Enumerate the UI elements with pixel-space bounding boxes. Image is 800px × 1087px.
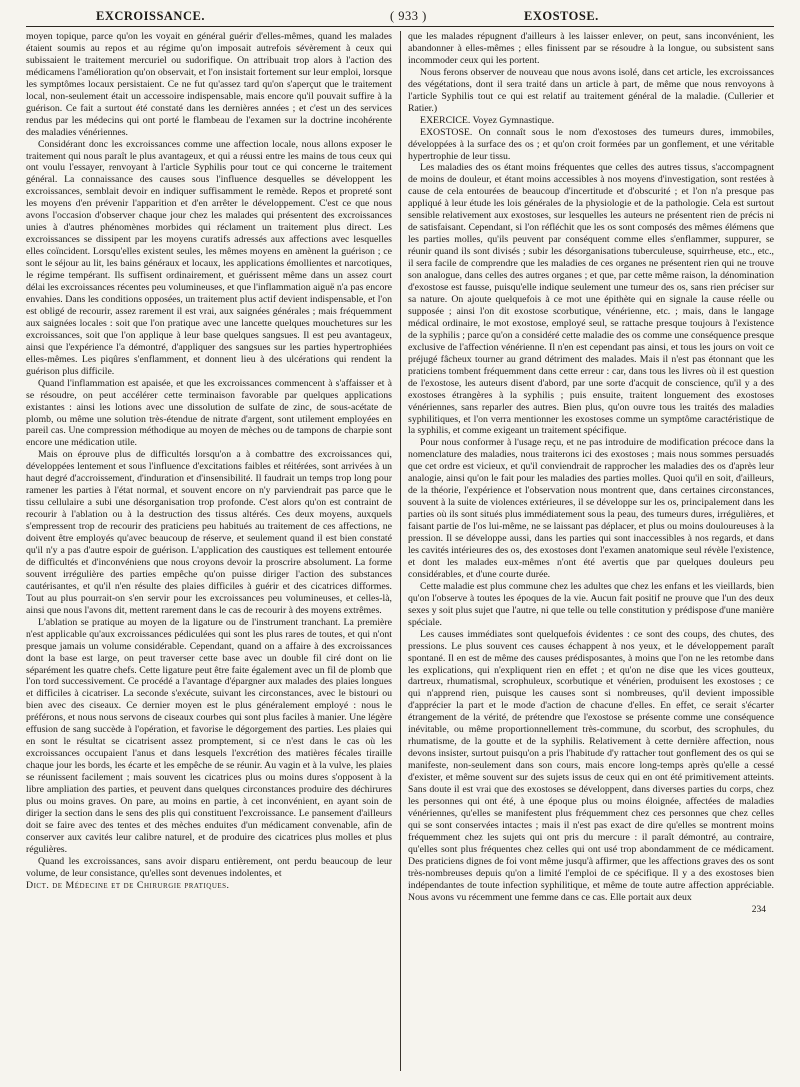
left-column (26, 31, 392, 917)
paragraph: Les maladies des os étant moins fréquentes que celles des autres tissus, s'accompagnent de moins de douleur, et étant moins accessibles à nos moyens d'investigation, sont restées à cause de cela entourées de beaucoup d'incertitude et d'obscurité ; et l'on n'a presque pas appliqué à leur étude les lois générales de la physiologie et de la pathologie. Cela est surtout sensible relativement aux exostoses, sur lesquelles les auteurs ne présentent rien de précis ni de satisfaisant. Cependant, si l'on réfléchit que les os sont composés des mêmes élémens que les parties molles, qu'ils peuvent par conséquent comme elles s'enflammer, suppurer, se réunir quand ils sont divisés ; subir les désorganisations tuberculeuse, squirrheuse, etc., etc., il sera facile de comprendre que les maladies de ces organes ne présentent rien qui ne trouve son analogue, dans celles des autres organes ; et que, par cette même raison, la dénomination d'exostose est fausse, puisqu'elle indique seulement une tumeur des os, sans rien préciser sur sa nature. On ajoute quelquefois à ce mot une épithète qui en signale la cause réelle ou supposée ; ainsi l'on dit exostose scorbutique, vénérienne, etc. ; mais, dans le langage médical ordinaire, le mot exostose, employé seul, se rattache presque toujours à l'existence de la syphilis ; parce qu'on a considéré cette maladie des os comme une conséquence presque exclusive de l'affection vénérienne. Il n'en est cependant pas ainsi, et tous les jours on voit ce préjugé fâcheux tourner au grand détriment des malades. Mais il n'est pas étonnant que les praticiens tombent fréquemment dans cette erreur : car, dans tous les livres où il est question de l'exostose, les auteurs disent d'abord, par une sorte d'acquit de conscience, qu'il y a des exostoses étrangères à la syphilis ; puis ensuite, traitent longuement des exostoses vénériennes, sans reparler des autres. Bien plus, qu'on ouvre tous les traités des maladies syphilitiques, et l'on verra mentionner les exostoses comme un symptôme caractéristique de la syphilis, et comme exigeant un traitement spécifique. (408, 162, 774, 437)
paragraph: Mais on éprouve plus de difficultés lorsqu'on a à combattre des excroissances qui, développées lentement et sous l'influence d'excitations faibles et réitérées, sont arrivées à un haut degré d'accroissement, d'induration et d'insensibilité. Il faudrait un temps trop long pour ramener les parties à l'état normal, et souvent encore on n'y parviendrait pas parce que le tissu cellulaire a subi une désorganisation trop profonde. C'est alors qu'on est contraint de recourir à l'ablation ou à la destruction des tissus altérés. Ces deux moyens, auxquels s'empressent trop de recourir des praticiens peu habitués au traitement de ces affections, ne doivent être employés qu'avec beaucoup de réserve, et seulement quand il est bien constaté qu'il n'y a pas d'autre espoir de guérison. L'application des caustiques est tellement entourée de difficultés et d'inconvéniens que nous croyons devoir la proscrire absolument. La forme souvent irrégulière des parties empêche qu'on puisse diriger l'action des substances cautérisantes, et qu'il n'en résulte des plaies difficiles à guérir et des cicatrices difformes. Tout au plus pourrait-on s'en servir pour les excroissances peu volumineuses, et celles-là, ainsi que nous l'avons dit, mettent rarement dans le cas de recourir à des moyens extrêmes. (26, 449, 392, 616)
right-column (408, 31, 774, 917)
text-columns (26, 31, 774, 917)
header-right-title: EXOSTOSE. (524, 9, 599, 23)
column-divider (400, 31, 401, 1071)
article-exercice: EXERCICE. Voyez Gymnastique. (420, 114, 555, 126)
header-left-title: EXCROISSANCE. (96, 9, 205, 23)
paragraph: Cette maladie est plus commune chez les adultes que chez les enfans et les vieillards, bien qu'on l'observe à toutes les époques de la vie. Aucun fait positif ne prouve que l'un des deux sexes y soit plus sujet que l'autre, ni que telle ou telle constitution y prédispose d'une manière spéciale. (408, 580, 774, 628)
running-header (26, 8, 774, 27)
footer-source: Dict. de Médecine et de Chirurgie pratiques. (26, 879, 230, 891)
paragraph: L'ablation se pratique au moyen de la ligature ou de l'instrument tranchant. La première n'est applicable qu'aux excroissances pédiculées qui sont les plus rares de toutes, et qui n'ont presque jamais un volume considérable. Cependant, quand on a affaire à des excroissances dont la base est large, on peut traverser cette base avec un double fil ciré dont on lie séparément les quatre chefs. Cette ligature peut être faite également avec un fil de plomb que l'on tord successivement. Ce procédé a l'avantage d'épargner aux malades des plaies longues et difficiles à cicatriser. La seconde s'exécute, suivant les circonstances, avec le bistouri ou bien avec des ciseaux. Ce dernier moyen est le plus généralement employé : nous le préférons, et nous nous servons de ciseaux courbes qui sont plus faciles à manier. Une légère effusion de sang succède à l'opération, et favorise le dégorgement des parties. Les plaies qui en sont le résultat se cicatrisent assez promptement, si ce n'est dans le cas où les excroissances occupaient l'anus et dans lesquels l'excrétion des matières fécales tiraille chaque jour les bords, les écarte et les empêche de se réunir. Au vagin et à la vulve, les plaies se réunissent facilement ; mais souvent les cicatrices plus ou moins dures s'opposent à la libre ampliation des parties, et peuvent dans quelques circonstances produire des déchirures plus ou moins graves. On pare, au moins en partie, à cet inconvénient, en ayant soin de diriger la section dans le sens des plis qui constituent l'excroissance. Le pansement d'ailleurs doit se faire avec des tentes et des mèches enduites d'un médicament convenable, afin de conserver aux cavités leur calibre naturel, et de produire des cicatrices plus molles et plus régulières. (26, 616, 392, 855)
header-page-ref: ( 933 ) (390, 9, 427, 23)
paragraph: moyen topique, parce qu'on les voyait en général guérir d'elles-mêmes, quand les malades étaient soumis au repos et au régime qu'on imposait autrefois sévèrement à ceux qui subissaient le traitement mercuriel ou sudorifique. On attribuait trop alors à l'action des médicamens l'amélioration qu'on observait, et l'on insistait fortement sur leur emploi, lorsque les symptômes locaux persistaient. Ce ne fut qu'assez tard qu'on s'aperçut que le traitement local, non-seulement était un accessoire indispensable, mais encore qu'il pouvait suffire à la guérison. Ce fait a surtout été constaté dans les dernières années ; et c'est un des services rendus par les médecins qui ont porté le flambeau de l'examen sur la doctrine incohérente des maladies vénériennes. (26, 31, 392, 138)
paragraph: Les causes immédiates sont quelquefois évidentes : ce sont des coups, des chutes, des pressions. Le plus souvent ces causes échappent à nos yeux, et le développement paraît spontané. Il en est de même des causes prédisposantes, à moins que l'on ne les retombe dans les explications, qui n'expliquent rien en effet ; et qu'on ne dise que les vices goutteux, dartreux, rhumatismal, scrophuleux, scorbutique et vénérien, produisent les exostoses ; ce qui n'apprend rien, puisque les causes sont si nombreuses, qu'il devient impossible d'apprécier la part et le mode d'action de chacune d'elles. En effet, ce serait s'écarter étrangement de la vérité, de prétendre que l'exostose se présente comme une conséquence inévitable, ou même proportionnellement très-commune, du scorbut, des scrophules, du rhumatisme, de la goutte et de la syphilis. Relativement à cette dernière affection, nous devons insister, surtout puisqu'on a pris l'habitude d'y rattacher tout gonflement des os qui se manifeste, non-seulement dans son cours, mais encore long-temps après qu'elle a cessé d'exister, et même souvent sur des sujets issus de ceux qui en ont été primitivement atteints. Sans doute il est vrai que des exostoses se développent, dans diverses parties du corps, chez les personnes qui ont été, à une époque plus ou moins éloignée, affectées de maladies vénériennes, qu'elles se manifestent plus fréquemment chez ces personnes que chez celles qui se sont conservées intactes ; mais il n'est pas exact de dire qu'elles se montrent moins fréquemment chez les sujets qui ont pris du mercure : il paraît démontré, au contraire, qu'elles sont plus fréquentes chez celles qui ont usé trop abondamment de ce médicament. Des praticiens dignes de foi vont même jusqu'à affirmer, que les affections graves des os sont très-nombreuses depuis qu'on a limité l'emploi de ce spécifique. Il y a des exostoses bien indépendantes de toute infection syphilitique, et même de toute autre affection appréciable. Nous avons vu récemment une femme dans ce cas. Elle portait aux deux (408, 628, 774, 903)
paragraph: Considérant donc les excroissances comme une affection locale, nous allons exposer le traitement qui nous paraît le plus avantageux, et qui a réussi entre les mains de tous ceux qui ont voulu l'essayer, renvoyant à l'article Syphilis pour tout ce qui concerne le traitement général. La connaissance des causes sous l'influence desquelles se développent les excroissances, semblait devoir en indiquer suffisamment le remède. Repos et propreté sont les moyens d'en prévenir l'apparition et d'en arrêter le développement. C'est ce que nous avons l'occasion d'observer chaque jour chez les malades qui présentent des excroissances unies à d'autres phénomènes morbides qui réclament un traitement plus direct. Les excroissances se dissipent par les moyens curatifs adressés aux affections avec lesquelles elles coïncident. Lorsqu'elles existent seules, les mêmes moyens en amènent la guérison ; ce sont le séjour au lit, les bains généraux et locaux, les applications émollientes et narcotiques, le régime tempérant. Ils suffisent ordinairement, et guérissent même dans un assez court délai les excroissances récentes peu volumineuses, et que l'inflammation aiguë n'a pas encore envahies. Dans les conditions opposées, un traitement plus actif devient indispensable, et l'on est obligé de recourir, assez rarement il est vrai, aux saignées générales ; mais fréquemment aux saignées locales : soit que l'on pratique avec une lancette quelques mouchetures sur les excroissances, soit que l'on applique à leur base quelques sangsues. Il est peu avantageux, ainsi que l'expérience l'a démontré, d'appliquer des sangsues sur les parties hypertrophiées elles-mêmes. Les piqûres s'enflamment, et donnent lieu à des ulcérations qui rendent la guérison plus difficile. (26, 138, 392, 377)
paragraph: Quand l'inflammation est apaisée, et que les excroissances commencent à s'affaisser et à se résoudre, on peut accélérer cette terminaison favorable par quelques applications existantes : ainsi les lotions avec une dissolution de sulfate de zinc, de sous-acétate de plomb, ou même une solution très-étendue de nitrate d'argent, sont utilement employées en pareil cas. Une compression méthodique au moyen de mèches ou de tampons de charpie sont encore une médication utile. (26, 377, 392, 449)
paragraph: Quand les excroissances, sans avoir disparu entièrement, ont perdu beaucoup de leur volume, de leur consistance, qu'elles sont devenues indolentes, et (26, 855, 392, 879)
paragraph: que les malades répugnent d'ailleurs à les laisser enlever, on peut, sans inconvénient, les abandonner à elles-mêmes ; elles finissent par se résoudre à la longue, ou subsistent sans incommoder ceux qui les portent. (408, 31, 774, 66)
paragraph: Nous ferons observer de nouveau que nous avons isolé, dans cet article, les excroissances des végétations, dont il sera traité dans un article à part, de même que nous renvoyons à l'article Syphilis tout ce qui est relatif au traitement général de la maladie. (Cullerier et Ratier.) (408, 66, 774, 114)
page-number: 234 (751, 904, 766, 915)
article-exostose: EXOSTOSE. On connaît sous le nom d'exostoses des tumeurs dures, immobiles, développées à la surface des os ; et qu'on croit formées par un gonflement, et une véritable hypertrophie de leur tissu. (408, 126, 774, 162)
paragraph: Pour nous conformer à l'usage reçu, et ne pas introduire de modification précoce dans la nomenclature des maladies, nous traiterons ici des exostoses ; mais nous sommes persuadés que cet ordre est vicieux, et qu'il conviendrait de rapprocher les maladies des os d'après leur analogie, ainsi qu'on le fait pour les maladies des parties molles. Quoi qu'il en soit, d'ailleurs, de la théorie, l'expérience et l'observation nous montrent que, dans certaines circonstances, souvent à la suite de violences extérieures, il se développe sur les os, principalement dans les parties où ils sont situés plus immédiatement sous la peau, des tumeurs dures, irrégulières, et faisant partie de l'os lui-même, ne se laissant pas déplacer, et plus ou moins douloureuses à la pression. Il se développe aussi, dans les parties qui sont inaccessibles à nos regards, et dans les cavités intérieures des os, des exostoses dont l'examen anatomique seul révèle l'existence, et dont les malades eux-mêmes n'ont été avertis que par quelques douleurs peu considérables, et d'une courte durée. (408, 437, 774, 580)
